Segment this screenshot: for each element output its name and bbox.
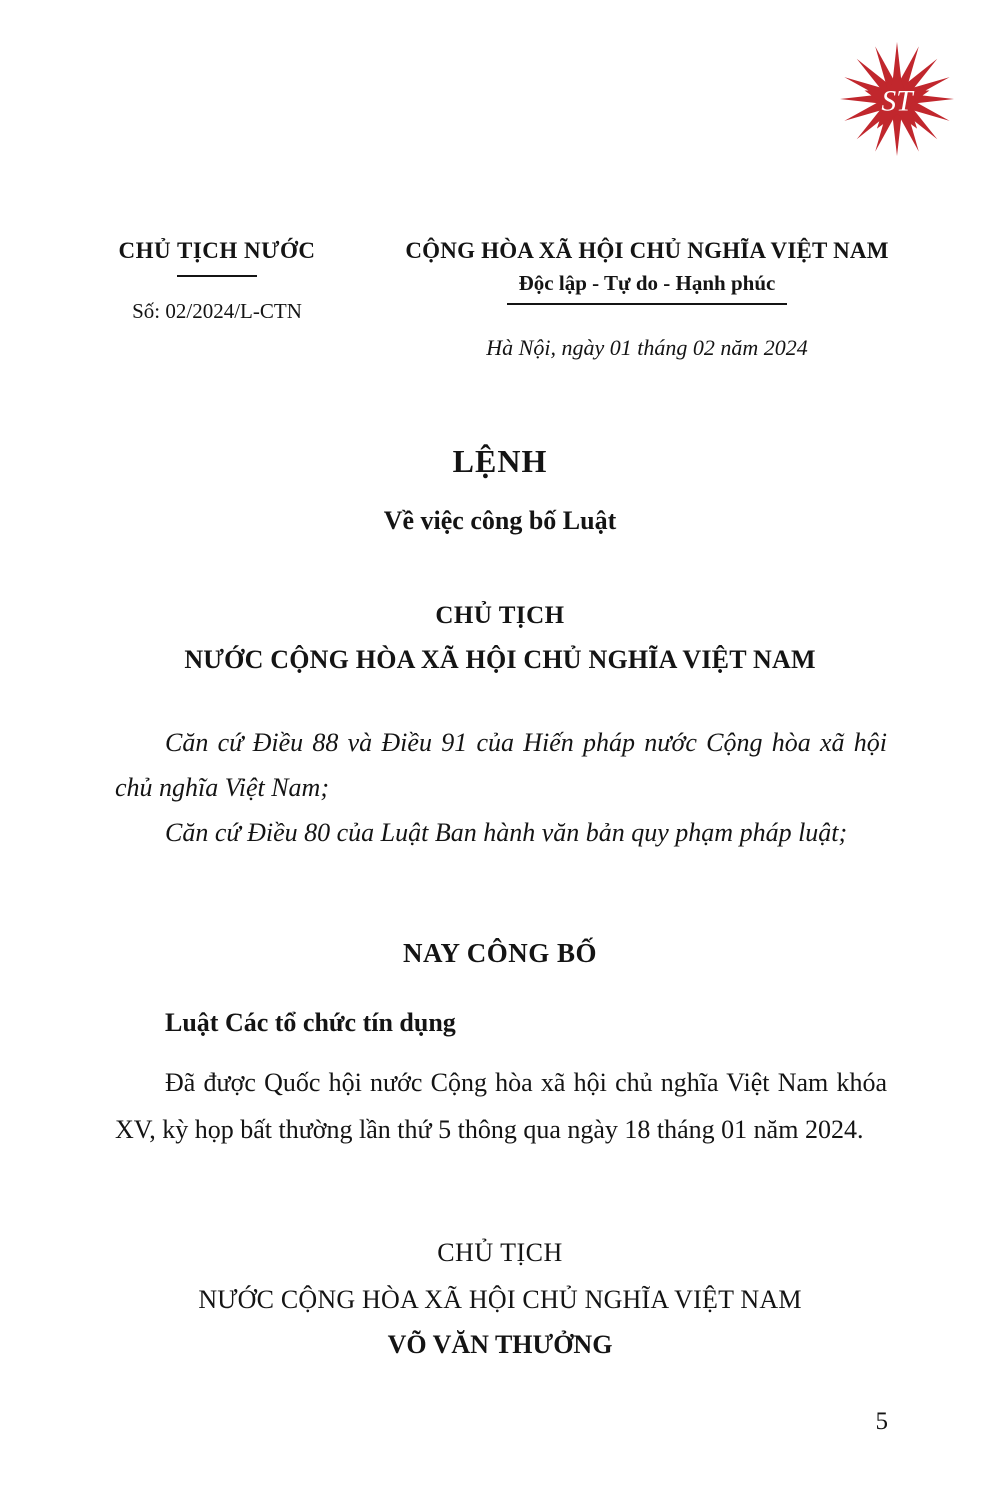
document-subtitle: Về việc công bố Luật — [383, 506, 617, 535]
document-title-block — [0, 443, 1000, 536]
signature-title: CHỦ TỊCH — [437, 1238, 563, 1267]
announce-heading: NAY CÔNG BỐ — [402, 938, 598, 968]
issuer-title: CHỦ TỊCH — [435, 602, 565, 629]
publisher-logo-text: ST — [881, 85, 913, 118]
law-passage-paragraph: Đã được Quốc hội nước Cộng hòa xã hội chủ nghĩa Việt Nam khóa XV, kỳ họp bất thường lần thứ 5 thông qua ngày 18 tháng 01 năm 2024. — [115, 1068, 887, 1144]
national-header-block — [342, 238, 928, 361]
place-date-line: Hà Nội, ngày 01 tháng 02 năm 2024 — [486, 335, 808, 360]
law-block — [115, 1008, 887, 1154]
page-number: 5 — [875, 1408, 888, 1435]
issuer-heading-block — [0, 602, 1000, 675]
document-header — [92, 238, 928, 361]
header-divider-line — [177, 275, 257, 277]
preamble-paragraph: Căn cứ Điều 80 của Luật Ban hành văn bản quy phạm pháp luật; — [165, 818, 848, 848]
publisher-star-logo-icon — [840, 42, 954, 156]
preamble-paragraph: Căn cứ Điều 88 và Điều 91 của Hiến pháp nước Cộng hòa xã hội chủ nghĩa Việt Nam; — [115, 728, 887, 803]
issuing-authority: CHỦ TỊCH NƯỚC — [118, 238, 316, 263]
signature-country: NƯỚC CỘNG HÒA XÃ HỘI CHỦ NGHĨA VIỆT NAM — [198, 1285, 802, 1314]
issuing-authority-block — [92, 238, 342, 361]
issuer-country: NƯỚC CỘNG HÒA XÃ HỘI CHỦ NGHĨA VIỆT NAM — [184, 645, 816, 674]
national-motto: Độc lập - Tự do - Hạnh phúc — [507, 264, 788, 305]
signature-block — [0, 1238, 1000, 1360]
document-number: Số: 02/2024/L-CTN — [132, 299, 302, 323]
document-title: LỆNH — [452, 443, 548, 479]
law-name: Luật Các tổ chức tín dụng — [165, 1008, 456, 1037]
preamble-block — [115, 720, 887, 856]
signer-name: VÕ VĂN THƯỞNG — [387, 1330, 613, 1359]
country-name: CỘNG HÒA XÃ HỘI CHỦ NGHĨA VIỆT NAM — [405, 238, 889, 263]
